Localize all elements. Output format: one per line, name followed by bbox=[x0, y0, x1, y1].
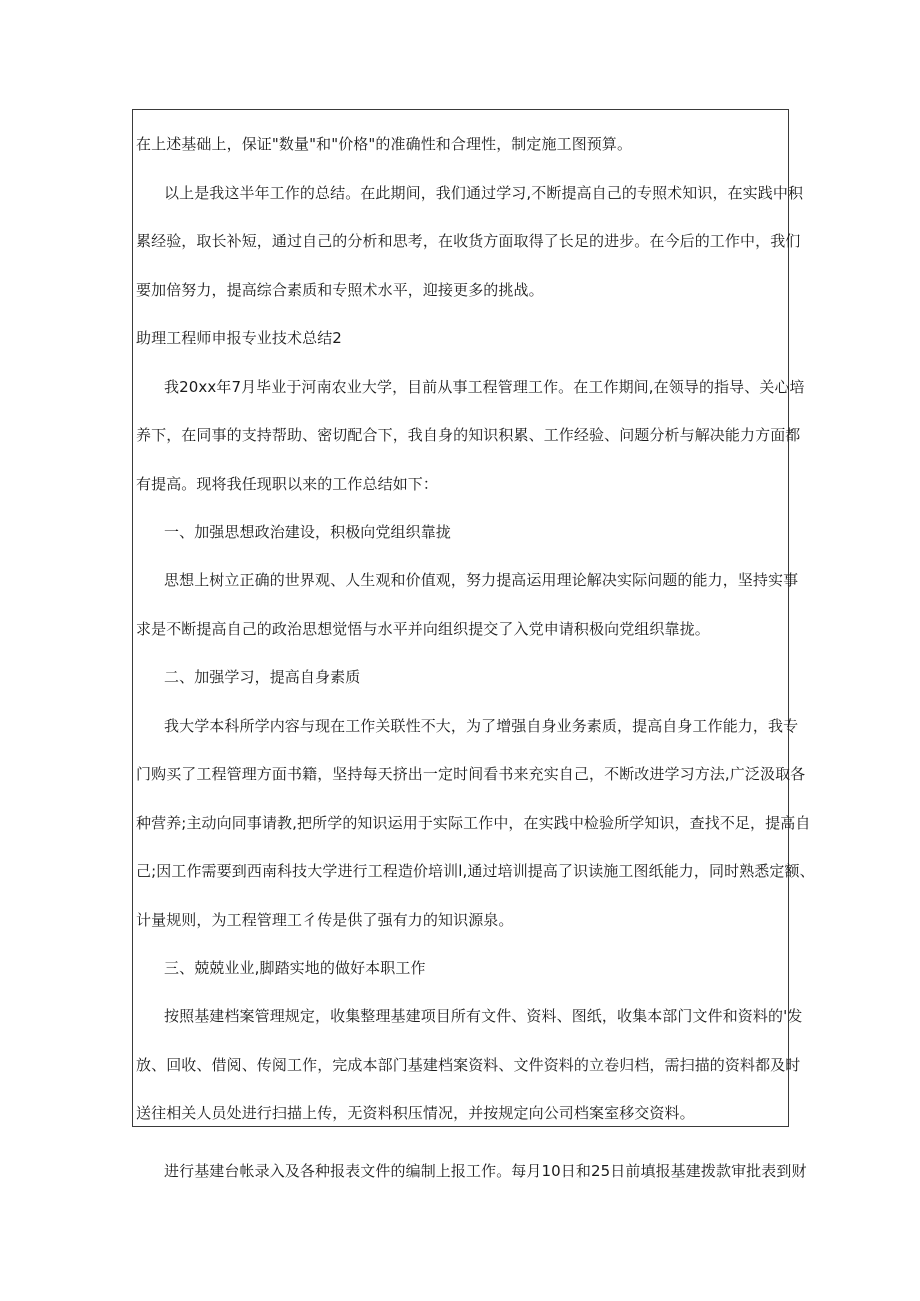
paragraph-line: 思想上树立正确的世界观、人生观和价值观，努力提高运用理论解决实际问题的能力，坚持实事 bbox=[164, 571, 799, 589]
paragraph-line: 我20xx年7月毕业于河南农业大学，目前从事工程管理工作。在工作期间,在领导的指导、关心培 bbox=[164, 378, 805, 396]
paragraph-line: 求是不断提高自己的政治思想觉悟与水平并向组织提交了入党申请积极向党组织靠拢。 bbox=[136, 620, 710, 638]
paragraph-line: 以上是我这半年工作的总结。在此期间，我们通过学习,不断提高自己的专照术知识，在实践中积 bbox=[164, 184, 804, 202]
subsection-heading: 三、兢兢业业,脚踏实地的做好本职工作 bbox=[164, 959, 426, 977]
paragraph-line: 门购买了工程管理方面书籍，坚持每天挤出一定时间看书来充实自己，不断改进学习方法,广泛汲取各 bbox=[136, 765, 806, 783]
paragraph-line: 送往相关人员处进行扫描上传，无资料积压情况，并按规定向公司档案室移交资料。 bbox=[136, 1104, 695, 1122]
subsection-heading: 二、加强学习，提高自身素质 bbox=[164, 668, 361, 686]
subsection-heading: 一、加强思想政治建设，积极向党组织靠拢 bbox=[164, 523, 451, 541]
paragraph-line: 在上述基础上，保证"数量"和"价格"的准确性和合理性，制定施工图预算。 bbox=[136, 135, 633, 153]
paragraph-line: 要加倍努力，提高综合素质和专照术水平，迎接更多的挑战。 bbox=[136, 281, 544, 299]
paragraph-line: 我大学本科所学内容与现在工作关联性不大，为了增强自身业务素质，提高自身工作能力，我专 bbox=[164, 717, 799, 735]
trailing-paragraph-line: 进行基建台帐录入及各种报表文件的编制上报工作。每月10日和25日前填报基建拨款审批表到财 bbox=[164, 1162, 807, 1180]
paragraph-line: 计量规则，为工程管理工彳传是供了强有力的知识源泉。 bbox=[136, 911, 514, 929]
section-heading: 助理工程师申报专业技术总结2 bbox=[136, 329, 342, 347]
paragraph-line: 养下，在同事的支持帮助、密切配合下，我自身的知识积累、工作经验、问题分析与解决能力方面都 bbox=[136, 426, 801, 444]
paragraph-line: 按照基建档案管理规定，收集整理基建项目所有文件、资料、图纸，收集本部门文件和资料的'发 bbox=[164, 1007, 803, 1025]
paragraph-line: 种营养;主动向同事请教,把所学的知识运用于实际工作中，在实践中检验所学知识，查找不足，提高自 bbox=[136, 814, 811, 832]
paragraph-line: 己;因工作需要到西南科技大学进行工程造价培训l,通过培训提高了识读施工图纸能力，同时熟悉定额、 bbox=[136, 862, 815, 880]
paragraph-line: 有提高。现将我任现职以来的工作总结如下： bbox=[136, 475, 439, 493]
paragraph-line: 累经验，取长补短，通过自己的分析和思考，在收货方面取得了长足的进步。在今后的工作中，我们 bbox=[136, 232, 801, 250]
paragraph-line: 放、回收、借阅、传阅工作，完成本部门基建档案资料、文件资料的立卷归档，需扫描的资料都及时 bbox=[136, 1056, 801, 1074]
